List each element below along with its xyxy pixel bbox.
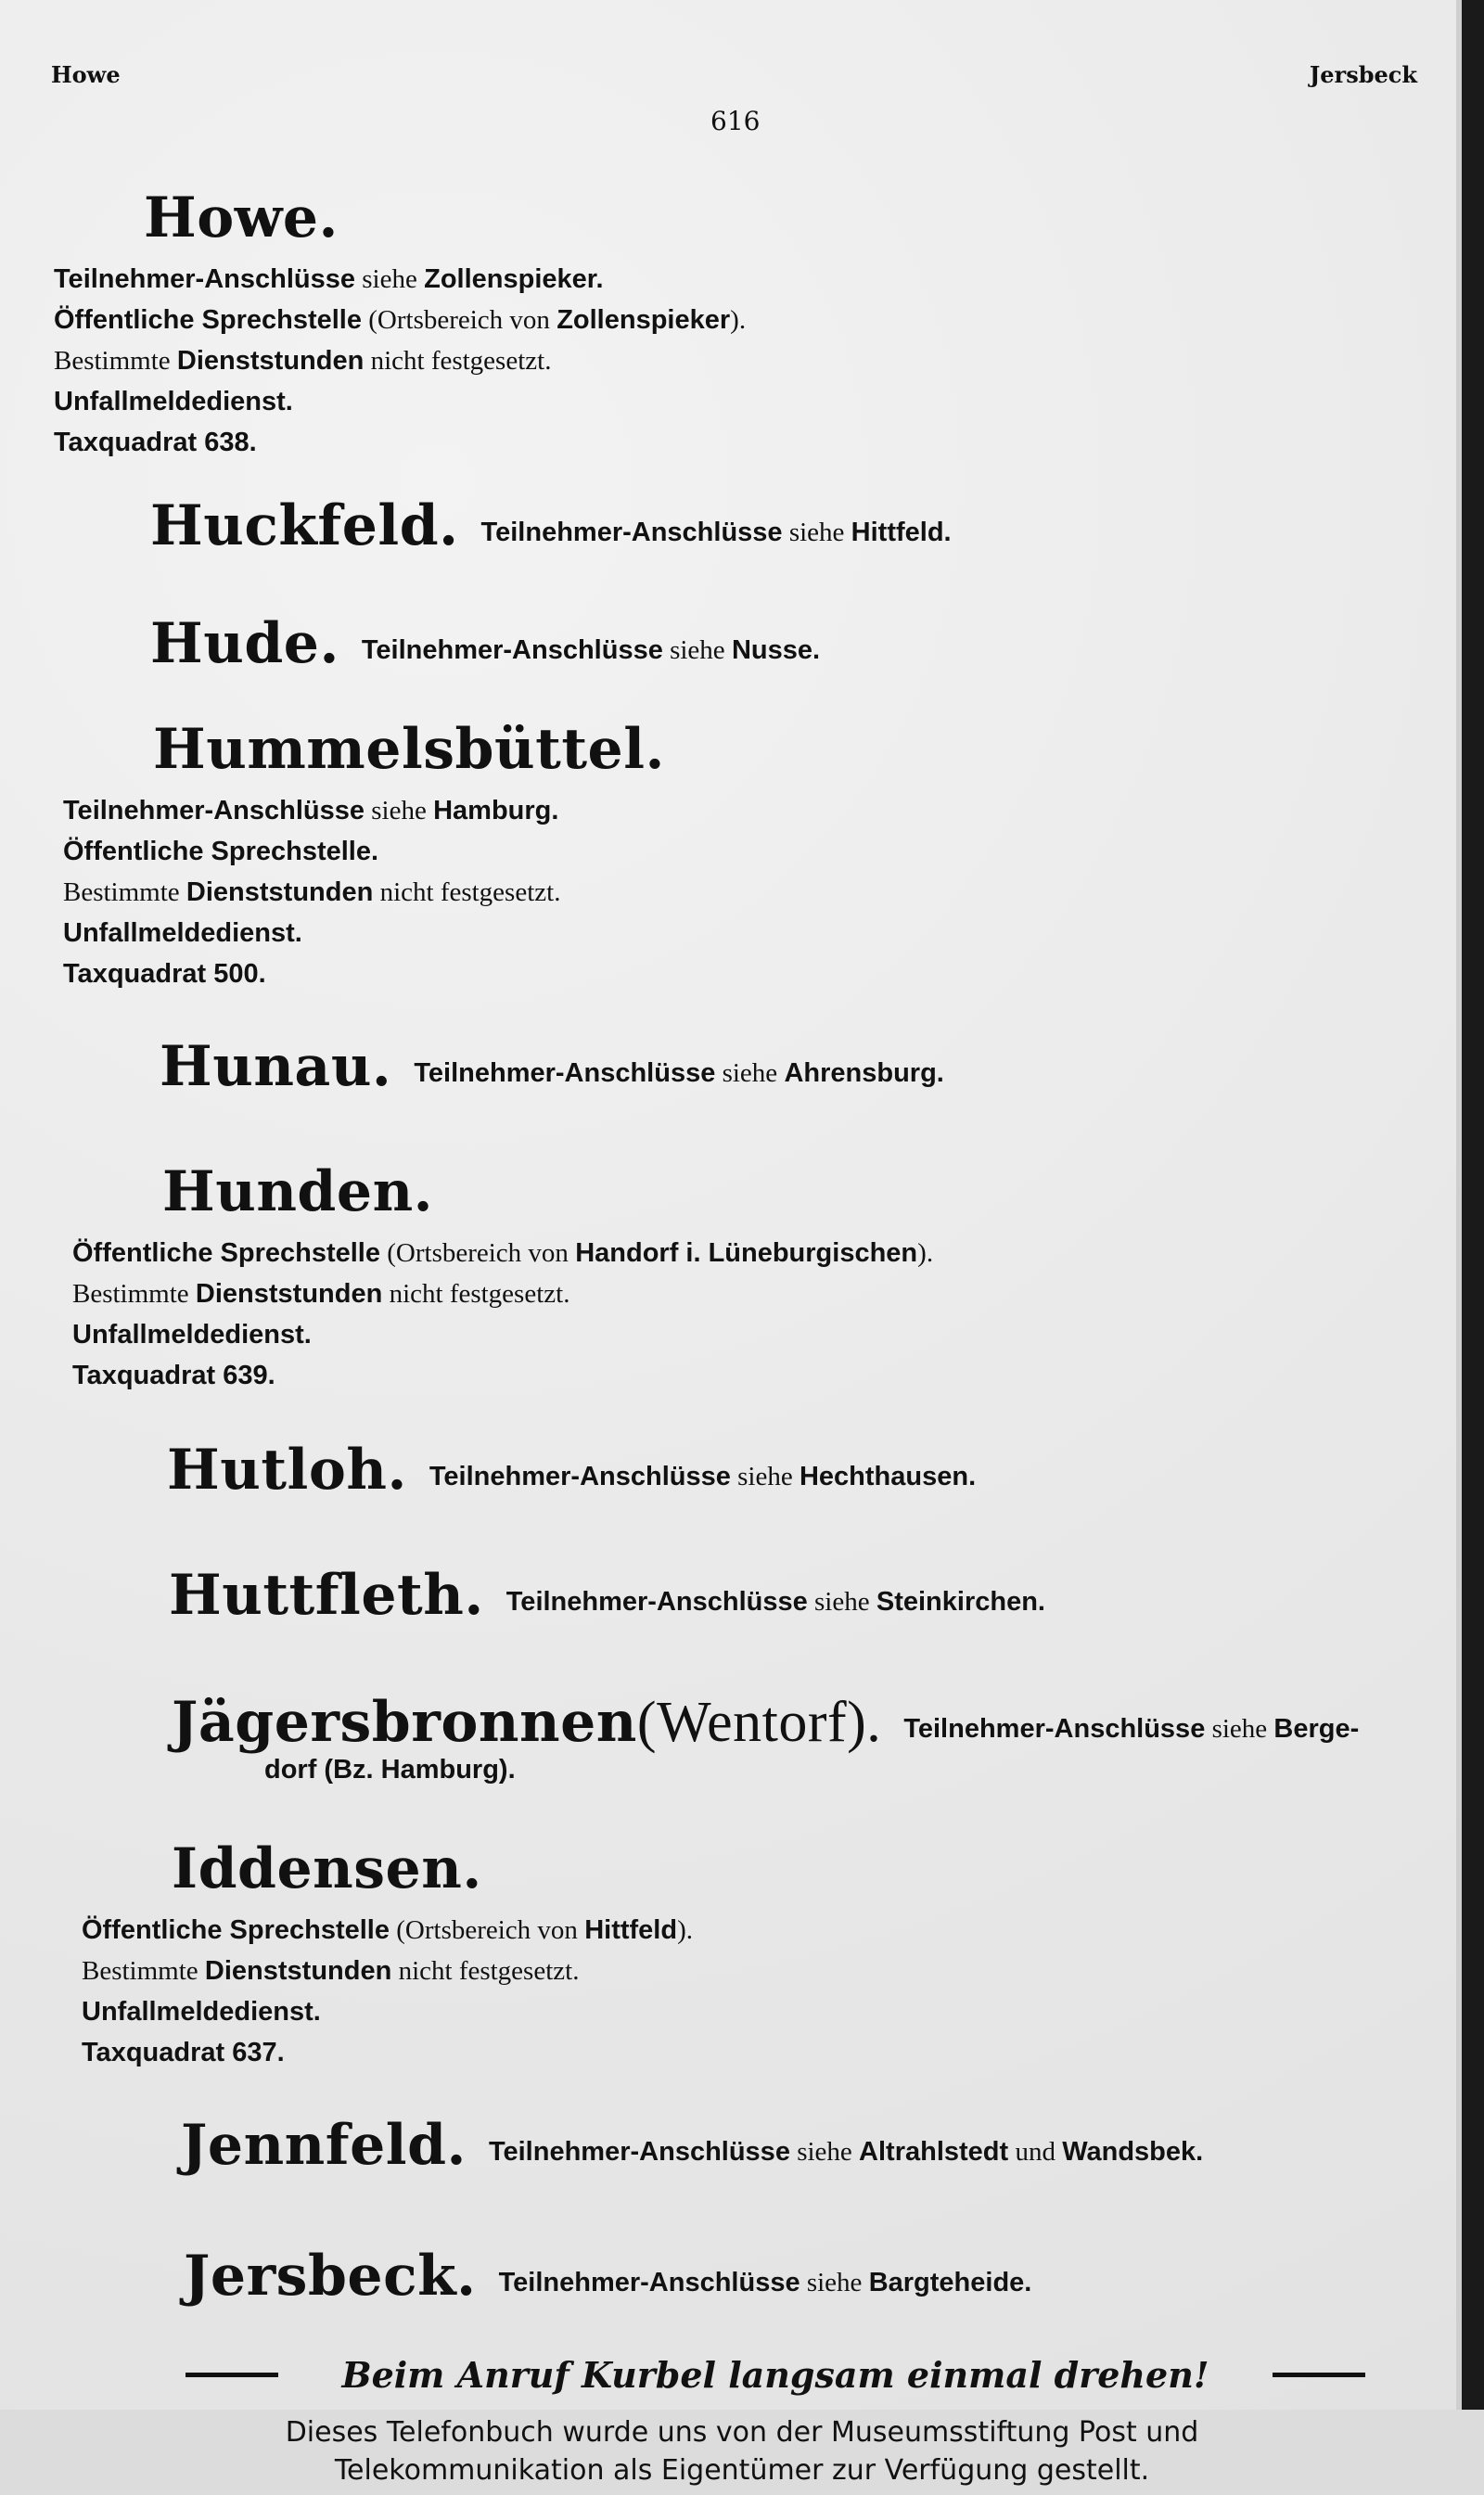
text-segment: und bbox=[1008, 2137, 1063, 2167]
caption-line-2: Telekommunikation als Eigentümer zur Verfügung gestellt. bbox=[334, 2454, 1150, 2487]
text-segment: Unfallmeldedienst. bbox=[82, 1997, 321, 2027]
text-segment: siehe bbox=[789, 2137, 860, 2167]
text-segment: Dienststunden bbox=[195, 1279, 383, 1309]
text-segment: siehe bbox=[365, 796, 434, 825]
directory-entry bbox=[72, 1159, 934, 1396]
detail-line bbox=[82, 1991, 693, 2032]
text-segment: Unfallmeldedienst. bbox=[63, 918, 302, 948]
text-segment: Unfallmeldedienst. bbox=[72, 1320, 312, 1350]
text-segment: Handorf i. Lüneburgischen bbox=[575, 1238, 918, 1268]
text-segment: Bargteheide. bbox=[868, 2268, 1032, 2297]
detail-line bbox=[54, 259, 746, 300]
text-segment: ). bbox=[677, 1915, 693, 1945]
text-segment: nicht festgesetzt. bbox=[382, 1279, 570, 1309]
inline-reference bbox=[362, 635, 820, 665]
text-segment: Teilnehmer-Anschlüsse bbox=[414, 1058, 716, 1088]
text-segment: Teilnehmer-Anschlüsse bbox=[361, 635, 663, 665]
text-segment: Teilnehmer-Anschlüsse bbox=[480, 518, 783, 547]
detail-line bbox=[54, 422, 746, 463]
directory-entry bbox=[169, 1563, 1045, 1628]
directory-entry bbox=[160, 1034, 944, 1099]
text-segment: Hittfeld bbox=[584, 1915, 678, 1945]
inline-reference bbox=[499, 2268, 1032, 2297]
text-segment: Ahrensburg. bbox=[784, 1058, 944, 1088]
text-segment: Bestimmte bbox=[82, 1956, 205, 1986]
text-segment: Unfallmeldedienst. bbox=[54, 387, 293, 416]
text-segment: ). bbox=[730, 305, 747, 335]
entry-details bbox=[72, 1233, 933, 1396]
directory-entry bbox=[181, 2113, 1204, 2178]
text-segment: Teilnehmer-Anschlüsse bbox=[488, 2137, 790, 2167]
caption-line-1: Dieses Telefonbuch wurde uns von der Museumsstiftung Post und bbox=[285, 2416, 1199, 2449]
place-name: Hude. bbox=[150, 611, 339, 676]
detail-line bbox=[54, 340, 746, 381]
place-name: Jägersbronnen bbox=[172, 1690, 637, 1755]
text-segment: Teilnehmer-Anschlüsse bbox=[903, 1714, 1206, 1744]
text-segment: Taxquadrat 639. bbox=[72, 1361, 275, 1390]
detail-line bbox=[72, 1233, 933, 1273]
text-segment: Öffentliche Sprechstelle bbox=[82, 1915, 390, 1945]
text-segment: Taxquadrat 637. bbox=[82, 2038, 285, 2067]
entry-details bbox=[82, 1910, 693, 2073]
text-segment: Teilnehmer-Anschlüsse bbox=[63, 796, 365, 825]
place-name: Jennfeld. bbox=[181, 2113, 467, 2178]
text-segment: Bestimmte bbox=[72, 1279, 196, 1309]
detail-line bbox=[63, 790, 665, 831]
directory-entry bbox=[63, 717, 665, 994]
continuation-line: dorf (Bz. Hamburg). bbox=[264, 1755, 516, 1785]
text-segment: siehe bbox=[807, 1587, 876, 1617]
detail-line bbox=[54, 381, 746, 422]
detail-line bbox=[63, 872, 665, 913]
text-segment: (Ortsbereich von bbox=[390, 1915, 585, 1945]
detail-line bbox=[54, 300, 746, 340]
detail-line bbox=[82, 1951, 693, 1991]
text-segment: Taxquadrat 638. bbox=[54, 428, 257, 457]
detail-line bbox=[72, 1314, 933, 1355]
text-segment: nicht festgesetzt. bbox=[391, 1956, 580, 1986]
text-segment: siehe bbox=[355, 264, 425, 294]
inline-reference bbox=[506, 1587, 1045, 1617]
running-head-left: Howe bbox=[51, 61, 121, 88]
detail-line bbox=[82, 2032, 693, 2073]
inline-reference bbox=[489, 2137, 1203, 2167]
directory-entry bbox=[82, 1836, 693, 2073]
detail-line bbox=[82, 1910, 693, 1951]
slogan-rule-right bbox=[1273, 2373, 1365, 2377]
detail-line bbox=[72, 1273, 933, 1314]
text-segment: Teilnehmer-Anschlüsse bbox=[498, 2268, 800, 2297]
text-segment: Bestimmte bbox=[63, 877, 186, 907]
text-segment: (Ortsbereich von bbox=[380, 1238, 576, 1268]
text-segment: Hamburg. bbox=[433, 796, 559, 825]
place-name: Huttfleth. bbox=[169, 1563, 484, 1628]
text-segment: Teilnehmer-Anschlüsse bbox=[54, 264, 356, 294]
text-segment: Öffentliche Sprechstelle. bbox=[63, 837, 379, 866]
place-name: Jersbeck. bbox=[184, 2244, 477, 2309]
place-name: Hummelsbüttel. bbox=[153, 717, 665, 782]
text-segment: Taxquadrat 500. bbox=[63, 959, 266, 989]
text-segment: Altrahlstedt bbox=[859, 2137, 1009, 2167]
text-segment: Hechthausen. bbox=[799, 1462, 977, 1491]
text-segment: siehe bbox=[1205, 1714, 1274, 1744]
slogan-rule-left bbox=[186, 2373, 278, 2377]
copyright-caption bbox=[0, 2410, 1484, 2495]
place-name: Hutloh. bbox=[167, 1438, 407, 1503]
text-segment: siehe bbox=[715, 1058, 785, 1088]
footer-slogan bbox=[186, 2354, 1365, 2396]
text-segment: (Ortsbereich von bbox=[362, 305, 557, 335]
detail-line bbox=[63, 913, 665, 953]
text-segment: Zollenspieker bbox=[556, 305, 731, 335]
text-segment: siehe bbox=[782, 518, 851, 547]
entry-details bbox=[63, 790, 665, 994]
running-head-right: Jersbeck bbox=[1309, 61, 1417, 88]
inline-reference bbox=[903, 1714, 1359, 1744]
place-name: Howe. bbox=[144, 186, 339, 250]
directory-entry bbox=[54, 186, 747, 463]
text-segment: Bestimmte bbox=[54, 346, 177, 376]
text-segment: Berge- bbox=[1273, 1714, 1360, 1744]
page-number: 616 bbox=[710, 106, 761, 136]
text-segment: ). bbox=[917, 1238, 934, 1268]
text-segment: Öffentliche Sprechstelle bbox=[72, 1238, 380, 1268]
directory-entry bbox=[172, 1690, 1360, 1785]
text-segment: nicht festgesetzt. bbox=[373, 877, 561, 907]
text-segment: siehe bbox=[800, 2268, 869, 2297]
detail-line bbox=[63, 953, 665, 994]
text-segment: Teilnehmer-Anschlüsse bbox=[429, 1462, 731, 1491]
text-segment: Zollenspieker. bbox=[424, 264, 604, 294]
directory-entry bbox=[167, 1438, 977, 1503]
inline-reference bbox=[429, 1462, 976, 1491]
detail-line bbox=[63, 831, 665, 872]
text-segment: siehe bbox=[662, 635, 732, 665]
place-name: Hunden. bbox=[162, 1159, 434, 1224]
place-name: Hunau. bbox=[160, 1034, 392, 1099]
text-segment: Steinkirchen. bbox=[876, 1587, 1045, 1617]
inline-reference bbox=[481, 518, 952, 547]
text-segment: siehe bbox=[730, 1462, 800, 1491]
text-segment: Dienststunden bbox=[176, 346, 365, 376]
place-name-parenthetical: (Wentorf). bbox=[636, 1691, 882, 1754]
inline-reference bbox=[414, 1058, 944, 1088]
text-segment: Teilnehmer-Anschlüsse bbox=[505, 1587, 808, 1617]
place-name: Huckfeld. bbox=[150, 493, 459, 558]
detail-line bbox=[72, 1355, 933, 1396]
text-segment: nicht festgesetzt. bbox=[364, 346, 552, 376]
text-segment: Wandsbek. bbox=[1062, 2137, 1204, 2167]
text-segment: Dienststunden bbox=[186, 877, 374, 907]
text-segment: Nusse. bbox=[731, 635, 821, 665]
entry-details bbox=[54, 259, 746, 463]
directory-entry bbox=[150, 611, 821, 676]
text-segment: Öffentliche Sprechstelle bbox=[54, 305, 362, 335]
text-segment: Hittfeld. bbox=[851, 518, 952, 547]
text-segment: Dienststunden bbox=[204, 1956, 392, 1986]
place-name: Iddensen. bbox=[172, 1836, 482, 1901]
directory-entry bbox=[184, 2244, 1032, 2309]
slogan-text: Beim Anruf Kurbel langsam einmal drehen! bbox=[341, 2354, 1209, 2396]
directory-entry bbox=[150, 493, 952, 558]
